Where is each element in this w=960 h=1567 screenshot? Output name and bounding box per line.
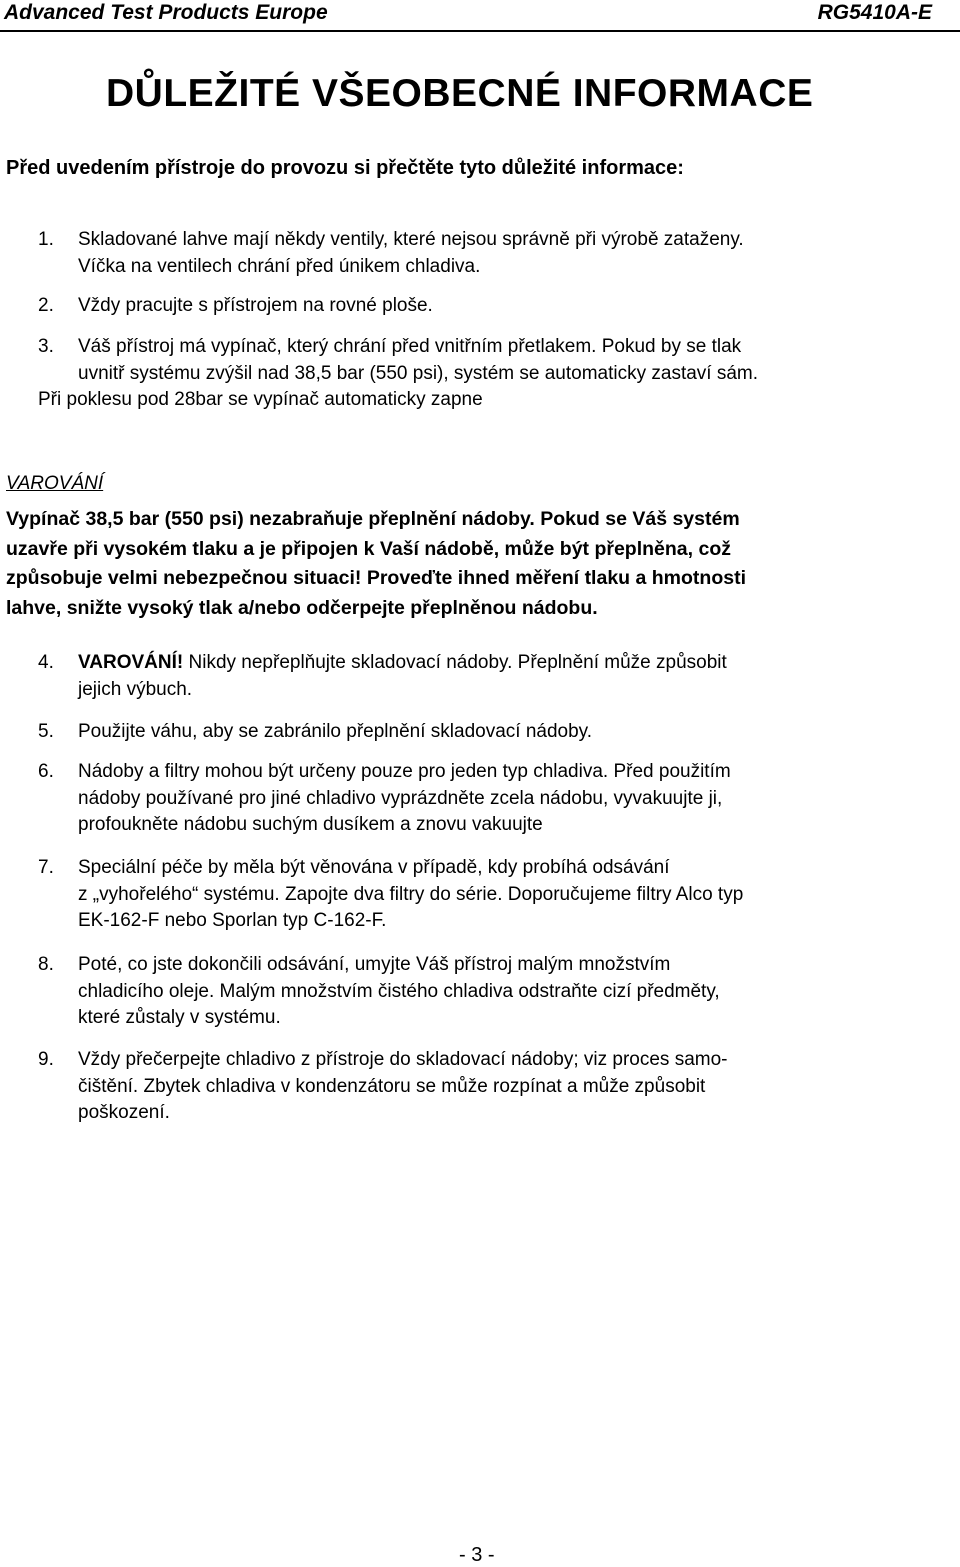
item-number: 1. bbox=[38, 229, 54, 250]
item-line: uvnitř systému zvýšil nad 38,5 bar (550 psi), systém se automaticky zastaví sám. bbox=[78, 362, 759, 384]
list-item bbox=[38, 719, 958, 746]
page-title: DŮLEŽITÉ VŠEOBECNÉ INFORMACE bbox=[106, 72, 814, 115]
model-number: RG5410A-E bbox=[817, 1, 932, 24]
item-line: EK-162-F nebo Sporlan typ C-162-F. bbox=[78, 910, 387, 931]
page-header bbox=[0, 0, 960, 32]
warning-heading: VAROVÁNÍ bbox=[6, 473, 104, 494]
item-line: Poté, co jste dokončili odsávání, umyjte Váš přístroj malým množstvím bbox=[78, 954, 671, 975]
warning-line: lahve, snižte vysoký tlak a/nebo odčerpejte přeplněnou nádobu. bbox=[6, 596, 598, 619]
warning-line: uzavře při vysokém tlaku a je připojen k Vaší nádobě, může být přeplněna, což bbox=[6, 537, 731, 560]
item-line: Vždy pracujte s přístrojem na rovné ploše. bbox=[78, 295, 433, 316]
item-line: chladicího oleje. Malým množstvím čistého chladiva odstraňte cizí předměty, bbox=[78, 980, 720, 1002]
item-number: 4. bbox=[38, 652, 54, 673]
item-number: 9. bbox=[38, 1049, 54, 1070]
item-number: 7. bbox=[38, 857, 54, 878]
company-name: Advanced Test Products Europe bbox=[4, 1, 328, 24]
item-line: Při poklesu pod 28bar se vypínač automaticky zapne bbox=[38, 389, 483, 410]
item-line: jejich výbuch. bbox=[78, 678, 193, 700]
item-line: nádoby používané pro jiné chladivo vyprázdněte zcela nádobu, vyvakuujte ji, bbox=[78, 787, 723, 809]
warning-line: způsobuje velmi nebezpečnou situaci! Proveďte ihned měření tlaku a hmotnosti bbox=[6, 567, 746, 589]
warning-word: VAROVÁNÍ! bbox=[78, 652, 184, 673]
item-line: Nikdy nepřeplňujte skladovací nádoby. Přeplnění může způsobit bbox=[183, 652, 727, 673]
intro-text: Před uvedením přístroje do provozu si přečtěte tyto důležité informace: bbox=[6, 157, 684, 179]
list-item bbox=[38, 952, 958, 1032]
item-line: Nádoby a filtry mohou být určeny pouze pro jeden typ chladiva. Před použitím bbox=[78, 761, 731, 782]
item-line: Použijte váhu, aby se zabránilo přeplnění skladovací nádoby. bbox=[78, 721, 593, 742]
item-number: 6. bbox=[38, 761, 54, 782]
warning-body bbox=[6, 505, 958, 623]
item-line: Víčka na ventilech chrání před únikem chladiva. bbox=[78, 255, 481, 277]
list-item bbox=[38, 650, 958, 703]
item-line: Speciální péče by měla být věnována v případě, kdy probíhá odsávání bbox=[78, 857, 670, 878]
item-line: čištění. Zbytek chladiva v kondenzátoru se může rozpínat a může způsobit bbox=[78, 1075, 706, 1097]
page-number: - 3 - bbox=[459, 1544, 495, 1566]
item-number: 5. bbox=[38, 721, 54, 742]
item-line: profoukněte nádobu suchým dusíkem a znovu vakuujte bbox=[78, 814, 543, 835]
item-number: 8. bbox=[38, 954, 54, 975]
list-item bbox=[38, 855, 958, 935]
item-line: Vždy přečerpejte chladivo z přístroje do skladovací nádoby; viz proces samo- bbox=[78, 1049, 728, 1070]
item-number: 3. bbox=[38, 336, 54, 357]
list-item bbox=[38, 227, 958, 280]
list-item bbox=[38, 759, 958, 839]
list-item bbox=[38, 293, 958, 320]
list-item bbox=[38, 1047, 958, 1127]
item-line: které zůstaly v systému. bbox=[78, 1007, 281, 1028]
list-item bbox=[38, 334, 958, 414]
item-number: 2. bbox=[38, 295, 54, 316]
item-line: poškození. bbox=[78, 1102, 170, 1123]
item-line: Skladované lahve mají někdy ventily, které nejsou správně při výrobě zataženy. bbox=[78, 229, 744, 250]
warning-line: Vypínač 38,5 bar (550 psi) nezabraňuje přeplnění nádoby. Pokud se Váš systém bbox=[6, 508, 740, 530]
item-line: z „vyhořelého“ systému. Zapojte dva filtry do série. Doporučujeme filtry Alco typ bbox=[78, 883, 744, 905]
item-line: Váš přístroj má vypínač, který chrání před vnitřním přetlakem. Pokud by se tlak bbox=[78, 336, 742, 357]
